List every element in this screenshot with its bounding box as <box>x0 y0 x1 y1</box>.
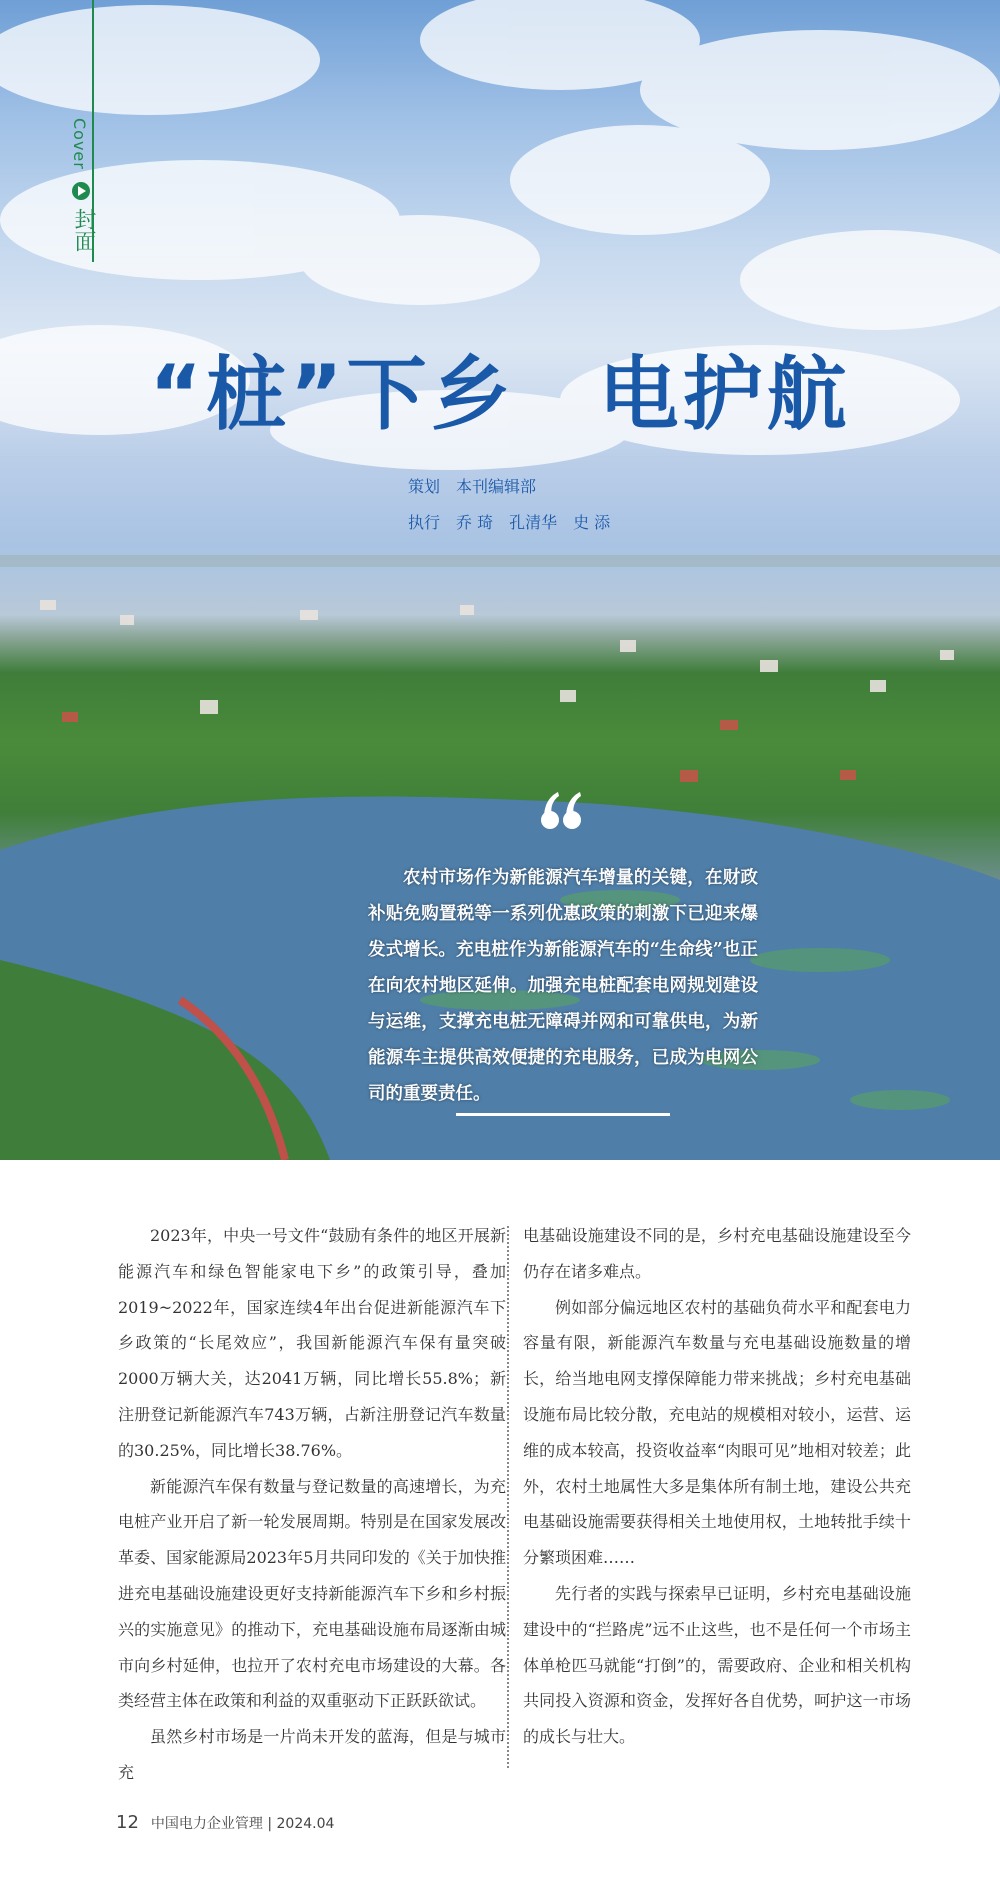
paragraph: 2023年，中央一号文件“鼓励有条件的地区开展新能源汽车和绿色智能家电下乡”的政策引导，叠加2019~2022年，国家连续4年出台促进新能源汽车下乡政策的“长尾效应”，我国新能源汽车保有量突破2000万辆大关，达2041万辆，同比增长55.8%；新注册登记新能源汽车743万辆，占新注册登记汽车数量的30.25%，同比增长38.76%。 <box>118 1226 506 1460</box>
paragraph: 例如部分偏远地区农村的基础负荷水平和配套电力容量有限，新能源汽车数量与充电基础设施数量的增长，给当地电网支撑保障能力带来挑战；乡村充电基础设施布局比较分散，充电站的规模相对较小，运营、运维的成本较高，投资收益率“肉眼可见”地相对较差；此外，农村土地属性大多是集体所有制土地，建设公共充电基础设施需要获得相关土地使用权，土地转批手续十分繁琐困难…… <box>523 1297 911 1568</box>
section-label-en: Cover <box>70 118 89 170</box>
paragraph: 虽然乡村市场是一片尚未开发的蓝海，但是与城市充 <box>118 1727 506 1782</box>
page-number: 12 <box>116 1812 139 1833</box>
section-label-cn: 封面 <box>71 208 96 252</box>
paragraph-continued: 电基础设施建设不同的是，乡村充电基础设施建设至今仍存在诸多难点。 <box>523 1226 911 1281</box>
credit-execute: 执行 乔 琦 孔清华 史 添 <box>408 513 611 532</box>
play-icon <box>72 182 90 200</box>
credit-plan: 策划 本刊编辑部 <box>408 477 537 496</box>
page-title: “桩”下乡 电护航 <box>149 348 851 441</box>
pull-quote: 农村市场作为新能源汽车增量的关键，在财政补贴免购置税等一系列优惠政策的刺激下已迎来爆发式增长。充电桩作为新能源汽车的“生命线”也正在向农村地区延伸。加强充电桩配套电网规划建设与运维，支撑充电桩无障碍并网和可靠供电，为新能源车主提供高效便捷的充电服务，已成为电网公司的重要责任。 <box>368 868 758 1104</box>
paragraph: 新能源汽车保有数量与登记数量的高速增长，为充电桩产业开启了新一轮发展周期。特别是在国家发展改革委、国家能源局2023年5月共同印发的《关于加快推进充电基础设施建设更好支持新能源汽车下乡和乡村振兴的实施意见》的推动下，充电基础设施布局逐渐由城市向乡村延伸，也拉开了农村充电市场建设的大幕。各类经营主体在政策和利益的双重驱动下正跃跃欲试。 <box>118 1476 506 1711</box>
journal-info: 中国电力企业管理 | 2024.04 <box>150 1816 335 1832</box>
quote-underline <box>456 1113 670 1116</box>
page-footer <box>116 1812 334 1833</box>
quote-icon <box>540 790 584 832</box>
article-column-right <box>523 1218 911 1755</box>
article-column-left <box>118 1218 506 1791</box>
column-divider <box>507 1226 509 1768</box>
paragraph: 先行者的实践与探索早已证明，乡村充电基础设施建设中的“拦路虎”远不止这些，也不是任何一个市场主体单枪匹马就能“打倒”的，需要政府、企业和相关机构共同投入资源和资金，发挥好各自优势，呵护这一市场的成长与壮大。 <box>523 1583 911 1747</box>
